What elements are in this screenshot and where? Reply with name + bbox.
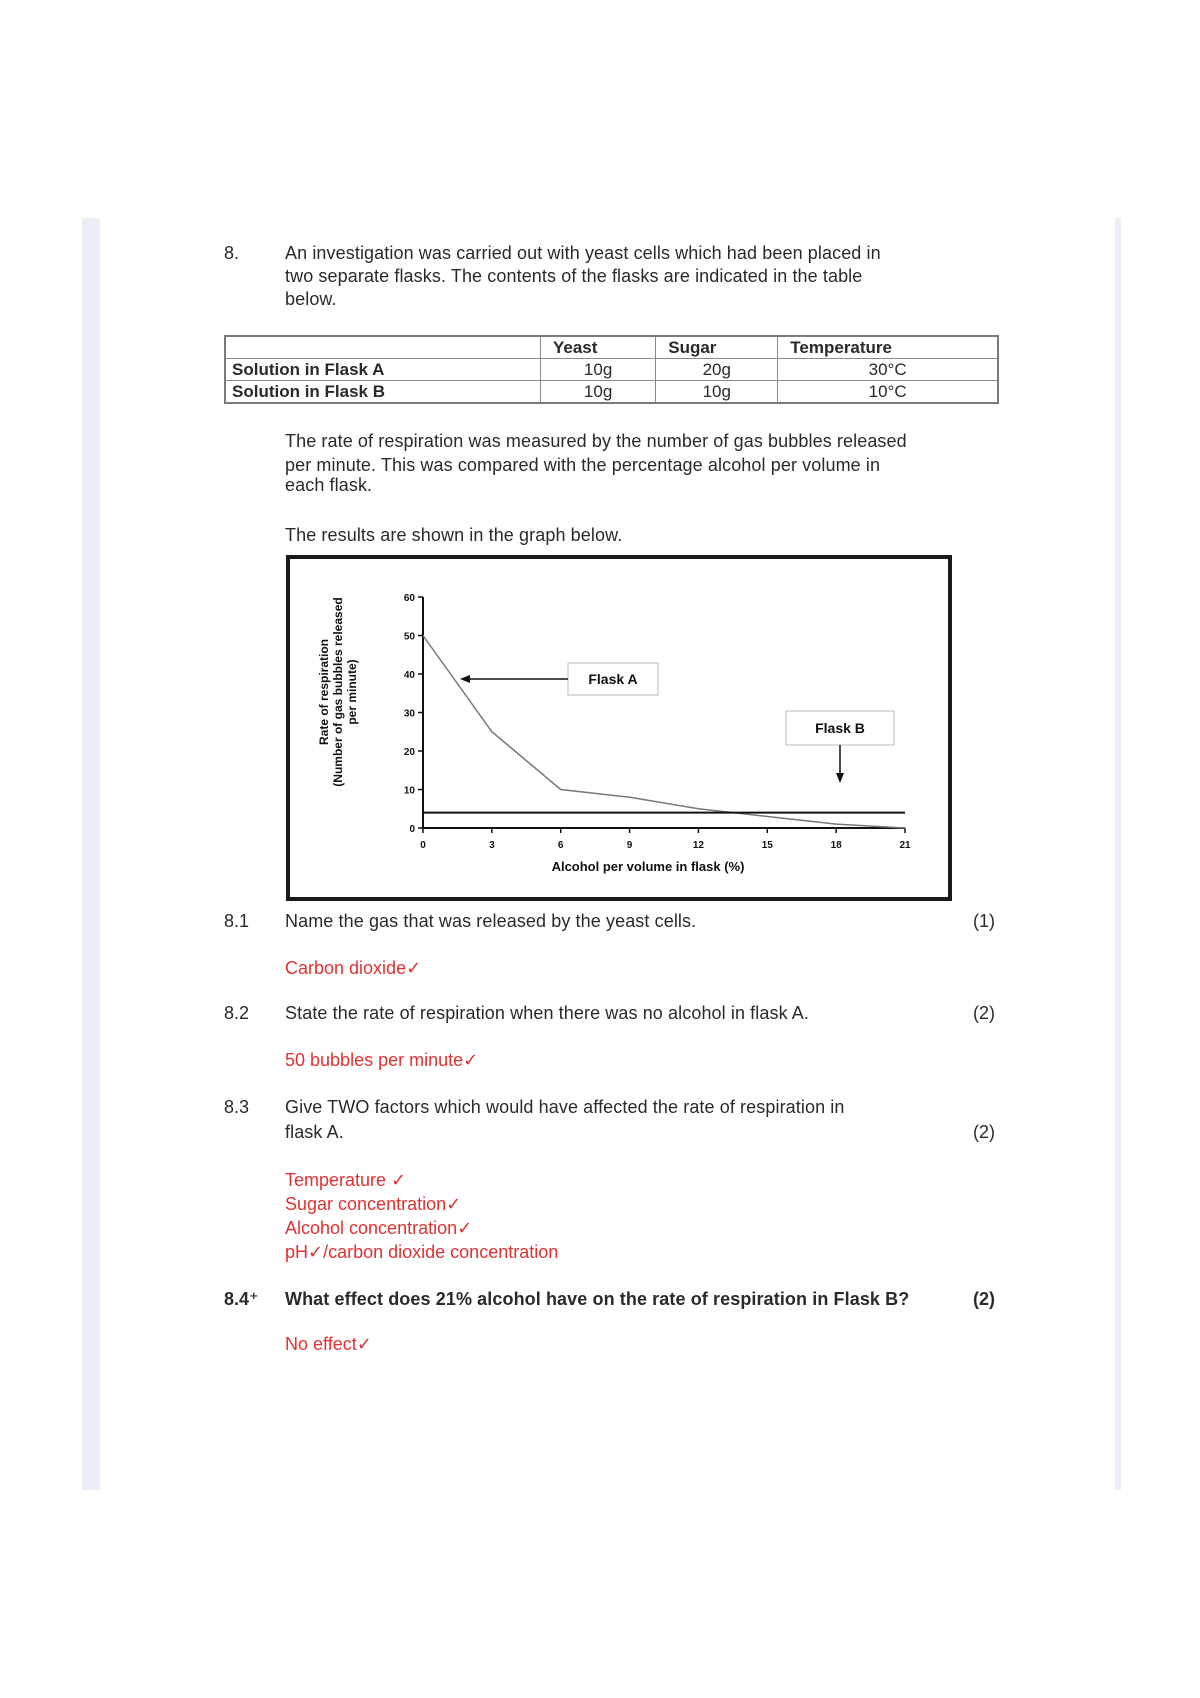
- y-tick-label: 40: [403, 670, 415, 681]
- subquestion-8-4-text: What effect does 21% alcohol have on the rate of respiration in Flask B?: [285, 1289, 910, 1309]
- table-header-temperature: Temperature: [778, 336, 998, 359]
- y-axis-label: Rate of respiration: [317, 638, 331, 746]
- rate-line-3: each flask.: [285, 475, 373, 495]
- row-label-flask-a: Solution in Flask A: [225, 359, 541, 381]
- subquestion-8-3-line-1: Give TWO factors which would have affected the rate of respiration in: [285, 1097, 845, 1117]
- results-chart: [286, 555, 952, 901]
- table-header-yeast: Yeast: [541, 336, 656, 359]
- y-tick-label: 0: [409, 824, 415, 835]
- answer-8-3-3: Alcohol concentration✓: [285, 1218, 473, 1238]
- cell-sugar-a: 20g: [656, 359, 778, 381]
- marks-8-2: (2): [973, 1003, 995, 1023]
- marks-8-4: (2): [973, 1289, 995, 1309]
- cell-yeast-a: 10g: [541, 359, 656, 381]
- table-header-row: [225, 336, 998, 359]
- subquestion-number-8-2: 8.2: [224, 1003, 250, 1023]
- rate-line-1: The rate of respiration was measured by the number of gas bubbles released: [285, 431, 907, 451]
- intro-line-1: An investigation was carried out with yeast cells which had been placed in: [285, 243, 881, 263]
- x-tick-label: 9: [626, 840, 633, 851]
- page-edge-left: [82, 218, 100, 1490]
- marks-8-3: (2): [973, 1122, 995, 1142]
- flask-contents-table: [224, 335, 999, 404]
- x-tick-label: 3: [489, 840, 495, 851]
- subquestion-number-8-4: 8.4⁺: [224, 1289, 259, 1309]
- subquestion-8-1-text: Name the gas that was released by the yeast cells.: [285, 911, 697, 931]
- rate-line-2: per minute. This was compared with the percentage alcohol per volume in: [285, 455, 881, 475]
- intro-line-3: below.: [285, 289, 337, 309]
- cell-yeast-b: 10g: [541, 381, 656, 404]
- answer-8-3-4: pH✓/carbon dioxide concentration: [285, 1242, 559, 1262]
- flask-a-arrowhead: [460, 675, 470, 683]
- x-axis-label: Alcohol per volume in flask (%): [551, 859, 745, 874]
- y-axis-label-line3: per minute): [345, 659, 359, 725]
- y-tick-label: 60: [403, 593, 415, 604]
- y-tick-label: 30: [403, 708, 415, 720]
- y-axis-label-line2: (Number of gas bubbles released: [331, 597, 345, 787]
- table-header-sugar: Sugar: [656, 336, 778, 359]
- x-tick-label: 12: [692, 840, 704, 851]
- flask-b-arrowhead: [836, 773, 844, 783]
- answer-8-1: Carbon dioxide✓: [285, 958, 422, 978]
- answer-8-3-2: Sugar concentration✓: [285, 1194, 462, 1214]
- subquestion-8-2-text: State the rate of respiration when there was no alcohol in flask A.: [285, 1003, 809, 1023]
- row-label-flask-b: Solution in Flask B: [225, 381, 541, 404]
- x-tick-label: 18: [830, 840, 842, 851]
- x-tick-label: 21: [899, 840, 911, 851]
- results-line: The results are shown in the graph below.: [285, 525, 623, 545]
- x-tick-label: 0: [420, 840, 426, 851]
- table-row: [225, 359, 998, 381]
- answer-8-2: 50 bubbles per minute✓: [285, 1050, 479, 1070]
- x-tick-label: 15: [761, 840, 773, 851]
- page-edge-right: [1115, 218, 1121, 1490]
- x-tick-label: 6: [557, 840, 564, 851]
- intro-line-2: two separate flasks. The contents of the flasks are indicated in the table: [285, 266, 863, 286]
- question-number: 8.: [224, 243, 240, 263]
- subquestion-number-8-3: 8.3: [224, 1097, 250, 1117]
- answer-8-3-1: Temperature ✓: [285, 1170, 407, 1190]
- answer-8-4: No effect✓: [285, 1334, 372, 1354]
- cell-temperature-b: 10°C: [778, 381, 998, 404]
- y-tick-label: 10: [403, 785, 415, 797]
- subquestion-8-3-line-2: flask A.: [285, 1122, 344, 1142]
- cell-sugar-b: 10g: [656, 381, 778, 404]
- marks-8-1: (1): [973, 911, 995, 931]
- cell-temperature-a: 30°C: [778, 359, 998, 381]
- chart-svg: [290, 559, 948, 897]
- subquestion-number-8-1: 8.1: [224, 911, 250, 931]
- flask-a-label: Flask A: [588, 671, 638, 687]
- y-tick-label: 20: [403, 747, 415, 758]
- flask-b-label: Flask B: [815, 720, 865, 736]
- y-axis-label-group: [317, 597, 359, 786]
- table-row: [225, 381, 998, 404]
- y-tick-label: 50: [403, 631, 415, 643]
- table-header-empty: [225, 336, 541, 359]
